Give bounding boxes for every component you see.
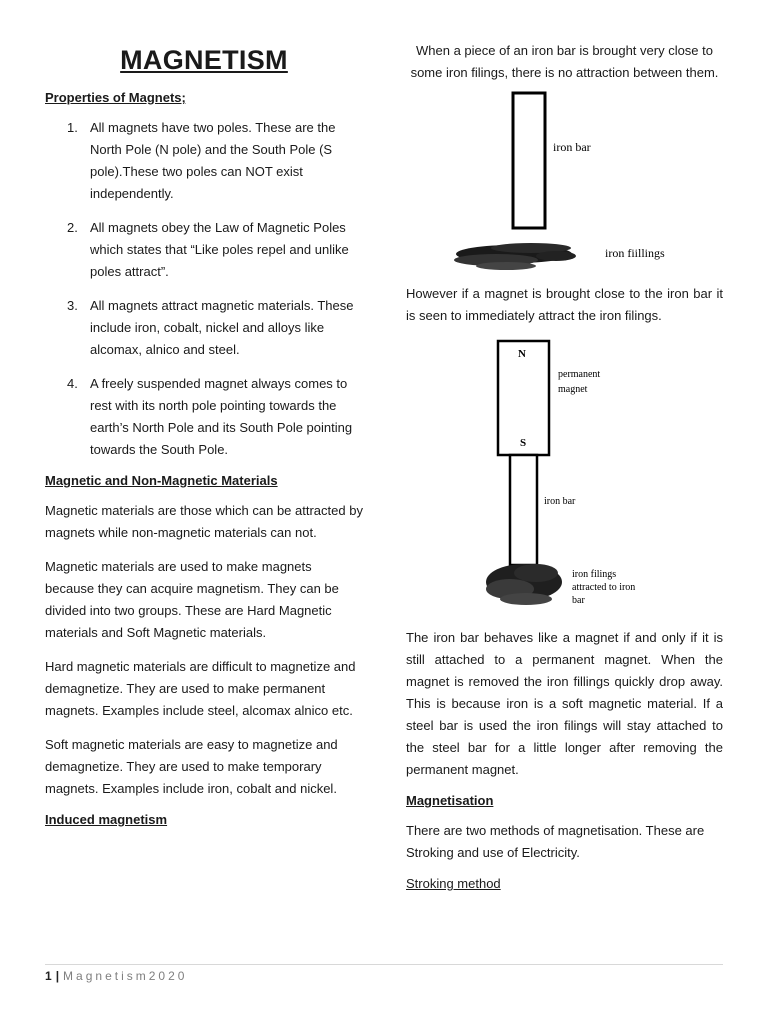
filings-label-line2: attracted to iron (572, 582, 636, 593)
filings-label-line3: bar (572, 595, 585, 606)
list-text: All magnets attract magnetic materials. These include iron, cobalt, nickel and alloys like alcomax, alnico and steel. (90, 298, 354, 357)
page-title: MAGNETISM (120, 45, 288, 75)
iron-filings-shape (454, 243, 576, 270)
right-column (406, 40, 723, 891)
however-paragraph: However if a magnet is brought close to the iron bar it is seen to immediately attract the iron filings. (406, 286, 723, 323)
materials-paragraph-2: Magnetic materials are used to make magnets because they can acquire magnetism. They can be divided into two groups. These are Hard Magnetic materials and Soft Magnetic materials. (45, 559, 339, 640)
list-number: 3. (67, 298, 78, 313)
iron-bar-label: iron bar (544, 496, 576, 507)
page-number: 1 (45, 969, 52, 983)
materials-paragraph-4: Soft magnetic materials are easy to magnetize and demagnetize. They are used to make temporary magnets. Examples include iron, cobalt and nickel. (45, 737, 338, 796)
materials-paragraph-3: Hard magnetic materials are difficult to magnetize and demagnetize. They are used to make permanent magnets. Examples include steel, alcomax alnico etc. (45, 659, 356, 718)
iron-bar-label: iron bar (553, 140, 591, 154)
iron-bar-figure (406, 88, 723, 283)
footer-separator: | (55, 969, 60, 983)
behaves-paragraph: The iron bar behaves like a magnet if and only if it is still attached to a permanent magnet. When the magnet is removed the iron fillings quickly drop away. This is because iron is a soft magnetic material. If a steel bar is used the iron filings will stay attached to the steel bar for a little longer after removing the permanent magnet. (406, 630, 723, 777)
stroking-method-heading: Stroking method (406, 876, 501, 891)
materials-heading: Magnetic and Non-Magnetic Materials (45, 473, 278, 488)
page-footer (45, 964, 723, 983)
iron-bar-shape (510, 455, 537, 565)
properties-heading: Properties of Magnets; (45, 90, 186, 105)
s-pole-label: S (520, 437, 527, 449)
magnetisation-heading: Magnetisation (406, 793, 494, 808)
list-text: All magnets obey the Law of Magnetic Poles which states that “Like poles repel and unlike poles attract”. (90, 220, 349, 279)
iron-bar-shape (513, 93, 545, 228)
n-pole-label: N (518, 348, 526, 360)
properties-list (45, 117, 363, 461)
iron-filings-label: iron fiillings (605, 246, 665, 260)
materials-paragraph-1: Magnetic materials are those which can be attracted by magnets while non-magnetic materials can not. (45, 503, 363, 540)
list-number: 2. (67, 220, 78, 235)
magnet-label-line2: magnet (558, 384, 588, 395)
list-item (45, 217, 363, 283)
left-column (45, 40, 363, 839)
list-number: 4. (67, 376, 78, 391)
magnet-and-bar-figure (406, 337, 723, 627)
filings-label-line1: iron filings (572, 569, 617, 580)
induced-heading: Induced magnetism (45, 812, 168, 827)
list-item (45, 295, 363, 361)
magnet-label-line1: permanent (558, 369, 601, 380)
intro-paragraph: When a piece of an iron bar is brought very close to some iron filings, there is no attraction between them. (410, 43, 719, 80)
list-number: 1. (67, 120, 78, 135)
methods-paragraph: There are two methods of magnetisation. These are Stroking and use of Electricity. (406, 823, 705, 860)
attracted-filings-shape (486, 564, 562, 605)
list-text: A freely suspended magnet always comes to rest with its north pole pointing towards the earth’s North Pole and its South Pole pointing towards the South Pole. (90, 376, 353, 457)
document-name: Magnetism2020 (63, 969, 188, 983)
list-item (45, 373, 363, 461)
list-text: All magnets have two poles. These are the North Pole (N pole) and the South Pole (S pole).These two poles can NOT exist independently. (90, 120, 336, 201)
list-item (45, 117, 363, 205)
